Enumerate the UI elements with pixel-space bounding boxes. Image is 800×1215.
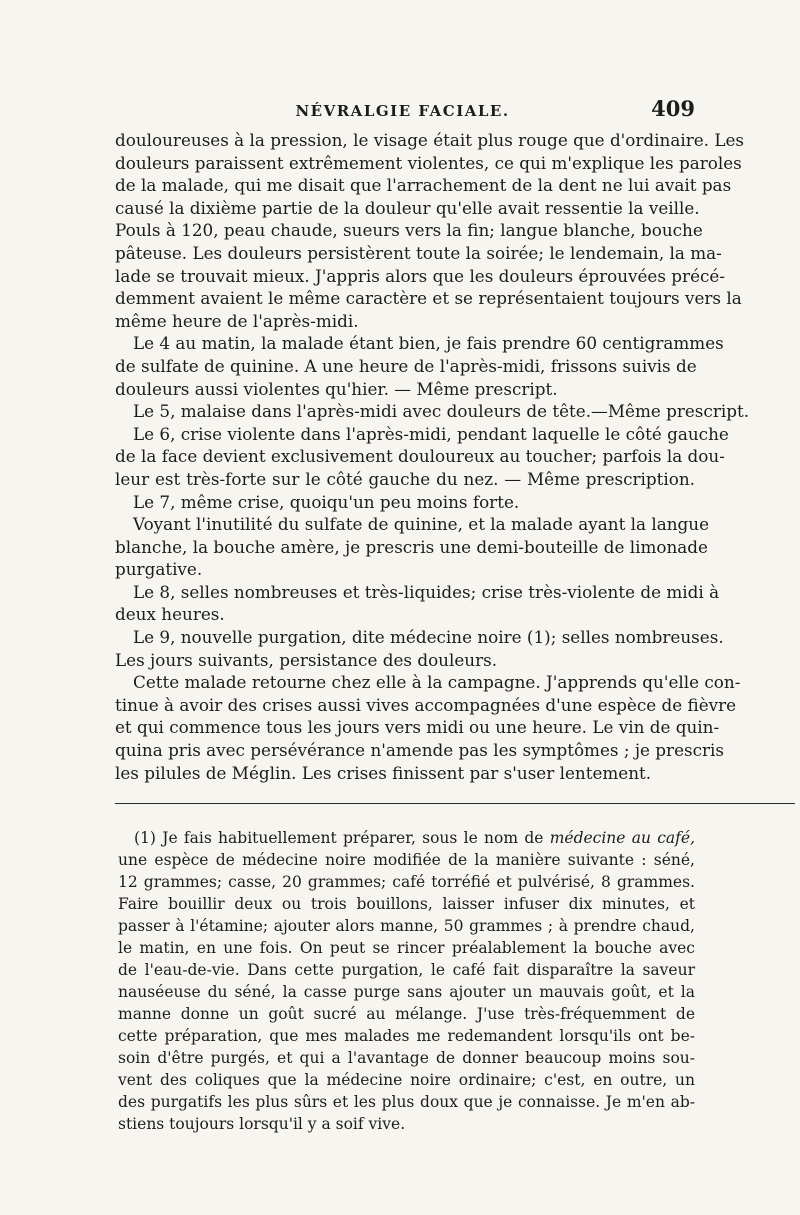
footnote <box>118 827 695 1135</box>
text-line: les pilules de Méglin. Les crises finissent par s'user lentement. <box>115 762 652 783</box>
text-line: Les jours suivants, persistance des douleurs. <box>115 649 498 670</box>
footnote-separator <box>115 803 795 804</box>
footnote-line: une espèce de médecine noire modifiée de la manière suivante : séné, <box>118 851 695 869</box>
footnote-line: soin d'être purgés, et qui a l'avantage de donner beaucoup moins sou- <box>118 1049 695 1067</box>
footnote-line <box>118 827 695 849</box>
text-line: causé la dixième partie de la douleur qu'elle avait ressentie la veille. <box>115 197 700 218</box>
footnote-line: cette préparation, que mes malades me redemandent lorsqu'ils ont be- <box>118 1027 695 1045</box>
text-line: douleurs paraissent extrêmement violentes, ce qui m'explique les paroles <box>115 152 742 173</box>
text-line: Le 5, malaise dans l'après-midi avec douleurs de tête.—Même prescript. <box>133 401 750 422</box>
text-line: leur est très-forte sur le côté gauche du nez. — Même prescription. <box>115 468 695 489</box>
running-title: NÉVRALGIE FACIALE. <box>295 102 510 120</box>
footnote-line: nauséeuse du séné, la casse purge sans ajouter un mauvais goût, et la <box>118 983 695 1001</box>
text-line: Le 7, même crise, quoiqu'un peu moins forte. <box>133 491 520 512</box>
footnote-text: (1) Je fais habituellement préparer, sous le nom de <box>134 829 550 847</box>
text-line: même heure de l'après-midi. <box>115 310 359 331</box>
page-number: 409 <box>651 96 695 121</box>
footnote-line: manne donne un goût sucré au mélange. J'use très-fréquemment de <box>118 1005 695 1023</box>
text-line: de sulfate de quinine. A une heure de l'après-midi, frissons suivis de <box>115 355 697 376</box>
footnote-line: 12 grammes; casse, 20 grammes; café torréfié et pulvérisé, 8 grammes. <box>118 873 695 891</box>
text-line: pâteuse. Les douleurs persistèrent toute la soirée; le lendemain, la ma- <box>115 242 722 263</box>
text-line: Le 6, crise violente dans l'après-midi, pendant laquelle le côté gauche <box>133 423 729 444</box>
page-header <box>110 96 695 126</box>
footnote-italic-term: médecine au café, <box>549 829 695 847</box>
text-line: douleurs aussi violentes qu'hier. — Même prescript. <box>115 378 558 399</box>
text-line: purgative. <box>115 559 203 580</box>
text-line: quina pris avec persévérance n'amende pas les symptômes ; je prescris <box>115 740 725 761</box>
footnote-line: stiens toujours lorsqu'il y a soif vive. <box>118 1115 406 1133</box>
footnote-line: vent des coliques que la médecine noire ordinaire; c'est, en outre, un <box>118 1071 695 1089</box>
text-line: deux heures. <box>115 604 225 625</box>
text-line: lade se trouvait mieux. J'appris alors que les douleurs éprouvées précé- <box>115 265 726 286</box>
text-line: de la face devient exclusivement douloureux au toucher; parfois la dou- <box>115 446 725 467</box>
text-line: Le 9, nouvelle purgation, dite médecine noire (1); selles nombreuses. <box>133 627 724 648</box>
text-line: Cette malade retourne chez elle à la campagne. J'apprends qu'elle con- <box>133 672 741 693</box>
footnote-line: passer à l'étamine; ajouter alors manne, 50 grammes ; à prendre chaud, <box>118 917 695 935</box>
text-line: Voyant l'inutilité du sulfate de quinine, et la malade ayant la langue <box>133 514 710 535</box>
footnote-line: le matin, en une fois. On peut se rincer préalablement la bouche avec <box>118 939 695 957</box>
text-line: blanche, la bouche amère, je prescris une demi-bouteille de limonade <box>115 536 708 557</box>
text-line: de la malade, qui me disait que l'arrachement de la dent ne lui avait pas <box>115 175 732 196</box>
text-line: et qui commence tous les jours vers midi ou une heure. Le vin de quin- <box>115 717 720 738</box>
text-line: demment avaient le même caractère et se représentaient toujours vers la <box>115 288 742 309</box>
text-line: Le 8, selles nombreuses et très-liquides; crise très-violente de midi à <box>133 581 720 602</box>
text-line: tinue à avoir des crises aussi vives accompagnées d'une espèce de fièvre <box>115 694 737 715</box>
footnote-line: Faire bouillir deux ou trois bouillons, laisser infuser dix minutes, et <box>118 895 695 913</box>
body-text <box>115 129 750 784</box>
text-line: Le 4 au matin, la malade étant bien, je fais prendre 60 centigrammes <box>133 333 724 354</box>
footnote-line: des purgatifs les plus sûrs et les plus doux que je connaisse. Je m'en ab- <box>118 1093 695 1111</box>
text-line: douloureuses à la pression, le visage était plus rouge que d'ordinaire. Les <box>115 130 745 150</box>
footnote-line: de l'eau-de-vie. Dans cette purgation, le café fait disparaître la saveur <box>118 961 695 979</box>
text-line: Pouls à 120, peau chaude, sueurs vers la fin; langue blanche, bouche <box>115 220 703 241</box>
